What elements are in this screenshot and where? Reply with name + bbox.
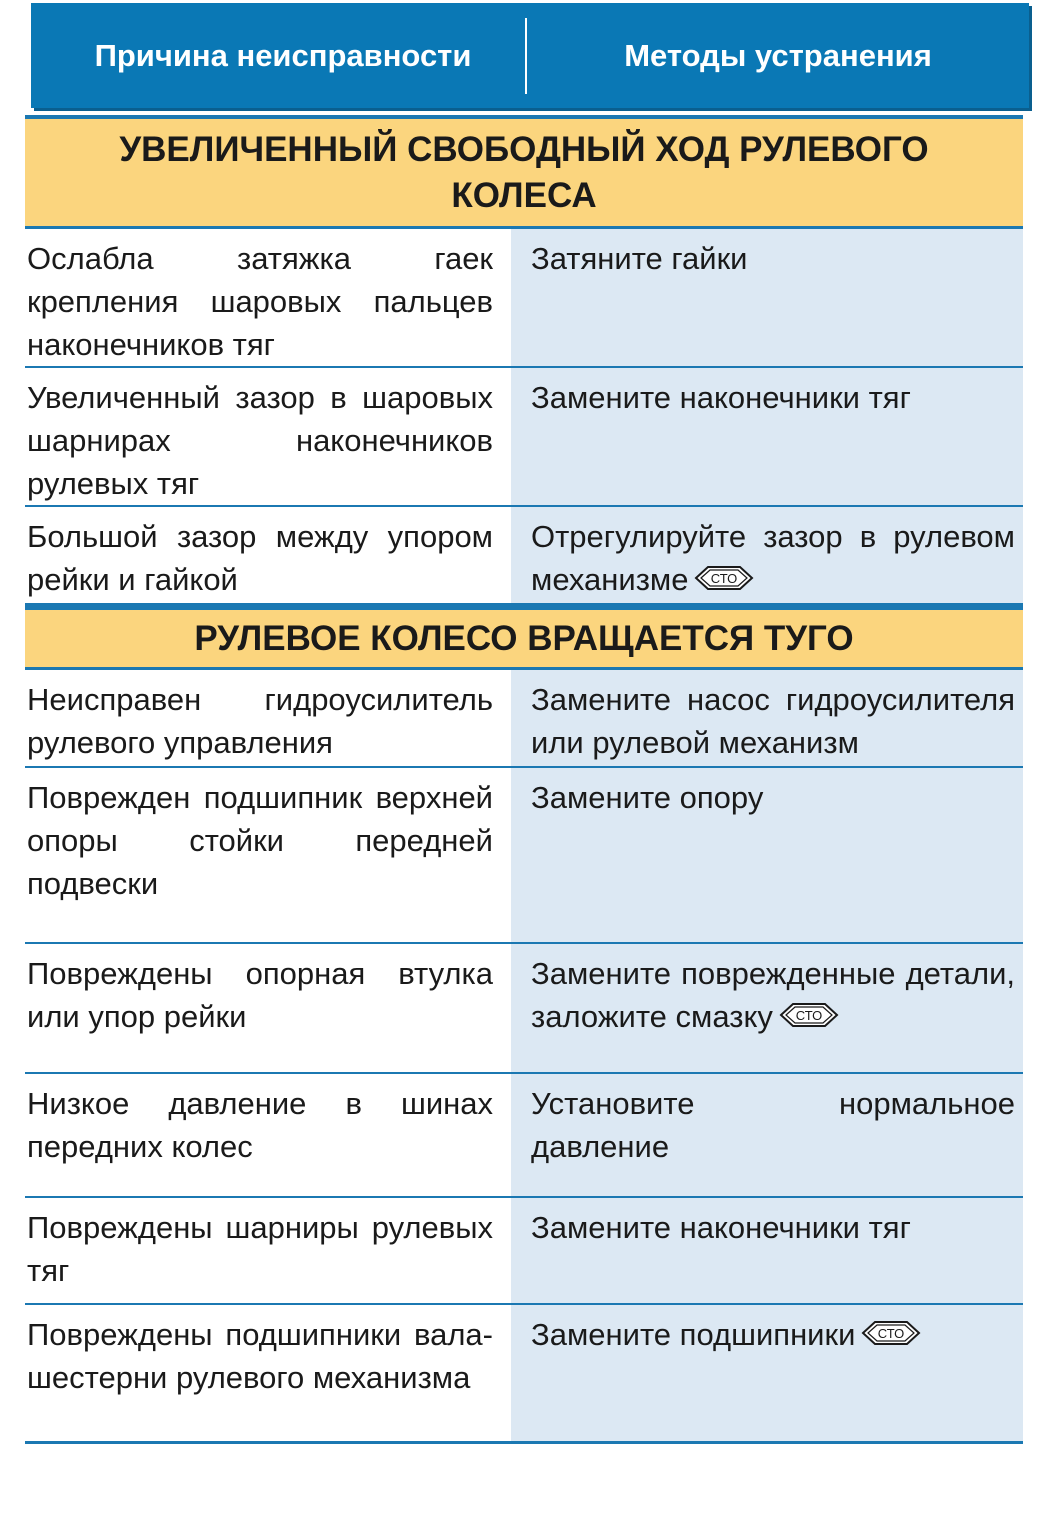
section-title: РУЛЕВОЕ КОЛЕСО ВРАЩАЕТСЯ ТУГО — [25, 606, 1023, 670]
section-title: УВЕЛИЧЕННЫЙ СВОБОДНЫЙ ХОД РУЛЕВОГО КОЛЕСА — [25, 115, 1023, 229]
sto-badge-text: СТО — [878, 1326, 905, 1342]
method-cell: Замените насос гидроусилителя или рулевой механизм — [511, 670, 1023, 766]
method-text: Замените подшипники — [531, 1317, 856, 1352]
table-row — [25, 229, 1023, 368]
cause-cell: Повреждены опорная втулка или упор рейки — [25, 944, 511, 1072]
method-cell — [511, 507, 1023, 603]
cause-cell: Повреждены подшипники вала-шестерни рулевого механизма — [25, 1305, 511, 1441]
cause-cell: Повреждены шарниры рулевых тяг — [25, 1198, 511, 1303]
cause-cell: Увеличенный зазор в шаровых шарнирах наконечников рулевых тяг — [25, 368, 511, 505]
method-cell: Замените наконечники тяг — [511, 1198, 1023, 1303]
method-cell — [511, 944, 1023, 1072]
header-cause: Причина неисправности — [94, 37, 472, 73]
method-text: Замените поврежденные детали, заложите смазку — [531, 956, 1015, 1034]
sto-badge-text: СТО — [795, 1008, 823, 1024]
method-cell — [511, 1305, 1023, 1441]
method-cell: Затяните гайки — [511, 229, 1023, 366]
cause-cell: Ослабла затяжка гаек крепления шаровых пальцев наконечников тяг — [25, 229, 511, 366]
sto-badge-icon — [779, 997, 839, 1040]
table-row — [25, 768, 1023, 944]
table-row — [25, 944, 1023, 1074]
method-cell: Замените наконечники тяг — [511, 368, 1023, 505]
table-row — [25, 1305, 1023, 1444]
cause-cell: Большой зазор между упором рейки и гайкой — [25, 507, 511, 603]
cause-cell: Поврежден подшипник верхней опоры стойки передней подвески — [25, 768, 511, 942]
sto-badge-icon — [694, 560, 754, 603]
table-row — [25, 670, 1023, 768]
cause-cell: Неисправен гидроусилитель рулевого управления — [25, 670, 511, 766]
table-row — [25, 368, 1023, 507]
method-text: Отрегулируйте зазор в рулевом механизме — [531, 519, 1015, 597]
table-row — [25, 1198, 1023, 1305]
sto-badge-icon — [861, 1315, 921, 1358]
troubleshooting-table — [25, 115, 1023, 1444]
sto-badge-text: СТО — [711, 571, 738, 587]
table-header — [31, 3, 1029, 108]
method-cell: Замените опору — [511, 768, 1023, 942]
cause-cell: Низкое давление в шинах передних колес — [25, 1074, 511, 1196]
method-cell: Установите нормальное давление — [511, 1074, 1023, 1196]
table-row — [25, 1074, 1023, 1198]
header-method: Методы устранения — [624, 37, 932, 73]
table-row — [25, 507, 1023, 606]
